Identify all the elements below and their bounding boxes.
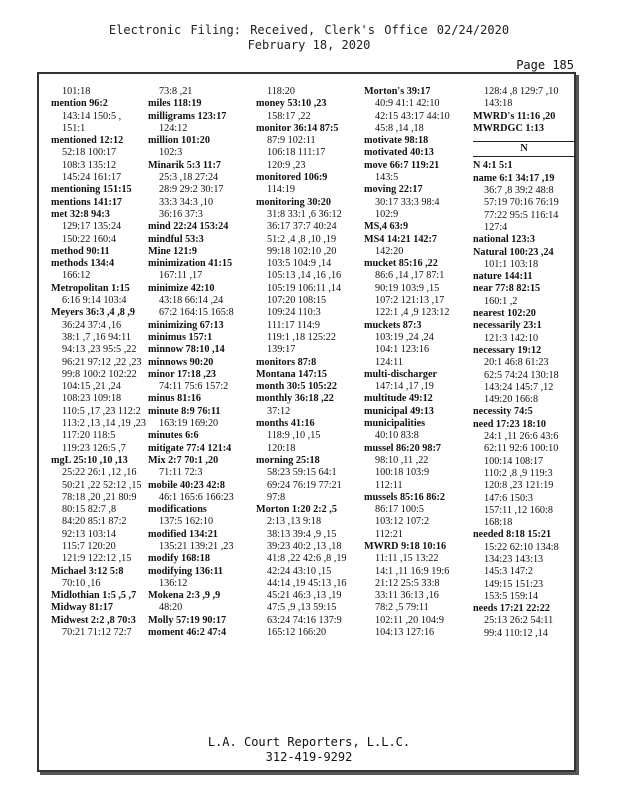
index-entry-references: 100:14 108:17 bbox=[484, 455, 544, 467]
index-entry-references: 112:11 bbox=[375, 479, 403, 491]
index-entry-references: 25:22 26:1 ,12 ,16 bbox=[62, 467, 137, 479]
index-entry-references: 157:11 ,12 160:8 bbox=[484, 504, 553, 516]
index-entry-references: 30:17 33:3 98:4 bbox=[375, 196, 440, 208]
index-entry-word: mention 96:2 bbox=[51, 98, 108, 110]
index-entry-word: municipalities bbox=[364, 418, 426, 430]
index-entry-references: 69:24 76:19 77:21 bbox=[267, 479, 342, 491]
index-column-5 bbox=[473, 86, 575, 640]
index-entry-references: 135:21 139:21 ,23 bbox=[159, 540, 234, 552]
index-entry-word: mindful 53:3 bbox=[148, 233, 204, 245]
index-entry-references: 62:5 74:24 130:18 bbox=[484, 369, 559, 381]
index-entry-word: modify 168:18 bbox=[148, 553, 210, 565]
index-entry-word: modified 134:21 bbox=[148, 528, 218, 540]
index-entry-word: million 101:20 bbox=[148, 135, 210, 147]
index-entry-word: national 123:3 bbox=[473, 234, 535, 246]
index-entry-references: 158:17 ,22 bbox=[267, 110, 311, 122]
index-entry-word: minimus 157:1 bbox=[148, 331, 213, 343]
index-entry-word: mind 22:24 153:24 bbox=[148, 221, 229, 233]
index-entry-references: 98:10 ,11 ,22 bbox=[375, 454, 429, 466]
index-entry-word: mentioned 12:12 bbox=[51, 135, 124, 147]
index-entry-references: 105:19 106:11 ,14 bbox=[267, 282, 342, 294]
index-entry-word: Minarik 5:3 11:7 bbox=[148, 159, 222, 171]
index-entry-word: mentions 141:17 bbox=[51, 196, 123, 208]
index-entry-references: 108:3 135:12 bbox=[62, 159, 117, 171]
index-entry-references: 11:11 ,15 13:22 bbox=[375, 553, 439, 565]
index-entry-word: Morton's 39:17 bbox=[364, 86, 431, 97]
index-entry-references: 31:8 33:1 ,6 36:12 bbox=[267, 208, 342, 220]
index-entry-references: 28:9 29:2 30:17 bbox=[159, 184, 224, 196]
index-entry-word: mgL 25:10 ,10 ,13 bbox=[51, 454, 128, 466]
index-entry-references: 143:14 150:5 , bbox=[62, 110, 122, 122]
index-entry-references: 38:1 ,7 ,16 94:11 bbox=[62, 331, 131, 343]
index-entry-references: 104:13 127:16 bbox=[375, 627, 435, 639]
index-entry-word: modifying 136:11 bbox=[148, 565, 223, 577]
index-entry-references: 78:18 ,20 ,21 80:9 bbox=[62, 491, 137, 503]
index-entry-references: 166:12 bbox=[62, 270, 91, 282]
index-entry-references: 63:24 74:16 137:9 bbox=[267, 614, 342, 626]
index-entry-word: mussel 86:20 98:7 bbox=[364, 442, 441, 454]
index-entry-references: 110:2 ,8 ,9 119:3 bbox=[484, 467, 553, 479]
index-entry-references: 67:2 164:15 165:8 bbox=[159, 307, 234, 319]
index-entry-word: minutes 6:6 bbox=[148, 430, 199, 442]
index-entry-references: 36:7 ,8 39:2 48:8 bbox=[484, 185, 554, 197]
index-column-3 bbox=[256, 86, 358, 639]
index-entry-references: 121:9 122:12 ,15 bbox=[62, 553, 132, 565]
index-entry-word: MWRD's 11:16 ,20 bbox=[473, 110, 556, 122]
index-entry-references: 151:1 bbox=[62, 122, 86, 134]
index-entry-word: moving 22:17 bbox=[364, 184, 423, 196]
index-entry-references: 20:1 46:8 61:23 bbox=[484, 357, 549, 369]
index-entry-word: name 6:1 34:17 ,19 bbox=[473, 172, 555, 184]
index-entry-references: 15:22 62:10 134:8 bbox=[484, 541, 559, 553]
index-entry-references: 124:11 bbox=[375, 356, 403, 368]
index-entry-word: minimize 42:10 bbox=[148, 282, 215, 294]
index-entry-word: months 41:16 bbox=[256, 418, 315, 430]
index-entry-references: 42:15 43:17 44:10 bbox=[375, 110, 450, 122]
index-entry-references: 119:23 126:5 ,7 bbox=[62, 442, 126, 454]
index-entry-references: 71:11 72:3 bbox=[159, 467, 203, 479]
index-entry-references: 90:19 103:9 ,15 bbox=[375, 282, 440, 294]
index-entry-references: 77:22 95:5 116:14 bbox=[484, 209, 559, 221]
index-entry-references: 136:12 bbox=[159, 577, 188, 589]
index-entry-references: 40:9 41:1 42:10 bbox=[375, 98, 440, 110]
index-entry-word: modifications bbox=[148, 504, 207, 516]
index-entry-references: 106:18 111:17 bbox=[267, 147, 326, 159]
index-entry-word: monitored 106:9 bbox=[256, 172, 328, 184]
index-entry-references: 107:20 108:15 bbox=[267, 295, 327, 307]
index-entry-references: 73:8 ,21 bbox=[159, 86, 193, 97]
index-entry-references: 153:5 159:14 bbox=[484, 590, 539, 602]
index-entry-references: 112:21 bbox=[375, 528, 403, 540]
index-entry-references: 100:18 103:9 bbox=[375, 467, 430, 479]
index-entry-references: 120:18 bbox=[267, 442, 296, 454]
index-entry-word: muckets 87:3 bbox=[364, 319, 422, 331]
index-entry-references: 52:18 100:17 bbox=[62, 147, 117, 159]
index-entry-references: 45:21 46:3 ,13 ,19 bbox=[267, 590, 342, 602]
index-entry-references: 84:20 85:1 87:2 bbox=[62, 516, 127, 528]
index-entry-word: near 77:8 82:15 bbox=[473, 283, 541, 295]
index-entry-references: 44:14 ,19 45:13 ,16 bbox=[267, 577, 347, 589]
index-entry-references: 101:1 103:18 bbox=[484, 258, 539, 270]
index-entry-references: 105:13 ,14 ,16 ,16 bbox=[267, 270, 342, 282]
index-entry-references: 108:23 109:18 bbox=[62, 393, 122, 405]
index-entry-references: 163:19 169:20 bbox=[159, 418, 219, 430]
index-entry-references: 6:16 9:14 103:4 bbox=[62, 295, 127, 307]
index-entry-word: MWRDGC 1:13 bbox=[473, 122, 545, 134]
index-entry-references: 117:20 118:5 bbox=[62, 430, 116, 442]
index-entry-word: minimizing 67:13 bbox=[148, 319, 224, 331]
index-entry-word: milligrams 123:17 bbox=[148, 110, 227, 122]
index-entry-word: month 30:5 105:22 bbox=[256, 381, 337, 393]
index-entry-word: necessarily 23:1 bbox=[473, 320, 542, 332]
index-entry-word: multitude 49:12 bbox=[364, 393, 433, 405]
index-entry-word: motivated 40:13 bbox=[364, 147, 434, 159]
index-entry-word: Mokena 2:3 ,9 ,9 bbox=[148, 590, 221, 602]
index-entry-word: mitigate 77:4 121:4 bbox=[148, 442, 232, 454]
index-entry-references: 46:1 165:6 166:23 bbox=[159, 491, 234, 503]
index-entry-references: 97:8 bbox=[267, 491, 286, 503]
index-entry-references: 134:23 143:13 bbox=[484, 553, 544, 565]
index-entry-references: 103:12 107:2 bbox=[375, 516, 430, 528]
index-entry-references: 41:8 ,22 42:6 ,8 ,19 bbox=[267, 553, 347, 565]
index-entry-word: mentioning 151:15 bbox=[51, 184, 132, 196]
index-entry-word: need 17:23 18:10 bbox=[473, 418, 547, 430]
transcript-date: February 18, 2020 bbox=[247, 38, 371, 52]
index-entry-references: 78:2 ,5 79:11 bbox=[375, 602, 429, 614]
index-entry-references: 14:1 ,11 16:9 19:6 bbox=[375, 565, 450, 577]
filing-header: Electronic Filing: Received, Clerk's Office 02/24/2020 bbox=[108, 23, 510, 37]
index-entry-references: 86:17 100:5 bbox=[375, 504, 424, 516]
index-entry-word: Mix 2:7 70:1 ,20 bbox=[148, 454, 219, 466]
index-entry-word: mobile 40:23 42:8 bbox=[148, 479, 225, 491]
index-entry-references: 104:1 123:16 bbox=[375, 344, 430, 356]
index-entry-references: 101:18 bbox=[62, 86, 91, 97]
index-entry-word: multi-discharger bbox=[364, 368, 437, 380]
index-entry-word: needs 17:21 22:22 bbox=[473, 603, 550, 615]
index-entry-references: 128:4 ,8 129:7 ,10 bbox=[484, 86, 559, 97]
index-entry-references: 109:24 110:3 bbox=[267, 307, 321, 319]
index-entry-references: 21:12 25:5 33:8 bbox=[375, 577, 440, 589]
index-entry-word: move 66:7 119:21 bbox=[364, 159, 440, 171]
index-entry-references: 103:5 104:9 ,14 bbox=[267, 258, 332, 270]
index-entry-references: 168:18 bbox=[484, 517, 513, 529]
index-entry-references: 25:13 26:2 54:11 bbox=[484, 615, 554, 627]
index-entry-references: 103:19 ,24 ,24 bbox=[375, 331, 434, 343]
index-entry-references: 110:5 ,17 ,23 112:2 bbox=[62, 405, 141, 417]
index-entry-references: 143:18 bbox=[484, 98, 513, 110]
index-entry-references: 137:5 162:10 bbox=[159, 516, 214, 528]
index-entry-references: 96:21 97:12 ,22 ,23 bbox=[62, 356, 142, 368]
index-entry-word: method 90:11 bbox=[51, 245, 110, 257]
index-entry-references: 47:5 ,9 ,13 59:15 bbox=[267, 602, 337, 614]
index-entry-word: minnow 78:10 ,14 bbox=[148, 344, 225, 356]
index-entry-word: money 53:10 ,23 bbox=[256, 98, 327, 110]
index-entry-word: miles 118:19 bbox=[148, 98, 202, 110]
index-entry-references: 145:3 147:2 bbox=[484, 566, 533, 578]
index-entry-references: 129:17 135:24 bbox=[62, 221, 122, 233]
index-entry-references: 99:18 102:10 ,20 bbox=[267, 245, 337, 257]
index-entry-references: 2:13 ,13 9:18 bbox=[267, 516, 322, 528]
index-entry-references: 36:16 37:3 bbox=[159, 208, 203, 220]
index-entry-references: 145:24 161:17 bbox=[62, 172, 122, 184]
index-entry-references: 147:14 ,17 ,19 bbox=[375, 381, 434, 393]
index-entry-references: 99:8 100:2 102:22 bbox=[62, 368, 137, 380]
index-entry-references: 58:23 59:15 64:1 bbox=[267, 467, 337, 479]
index-entry-references: 38:13 39:4 ,9 ,15 bbox=[267, 528, 337, 540]
index-entry-references: 115:7 120:20 bbox=[62, 540, 116, 552]
index-entry-references: 114:19 bbox=[267, 184, 295, 196]
index-entry-references: 127:4 bbox=[484, 221, 508, 233]
index-entry-word: MWRD 9:18 10:16 bbox=[364, 540, 447, 552]
index-entry-word: Molly 57:19 90:17 bbox=[148, 614, 227, 626]
index-entry-references: 43:18 66:14 ,24 bbox=[159, 295, 224, 307]
index-entry-references: 51:2 ,4 ,8 ,10 ,19 bbox=[267, 233, 337, 245]
index-entry-references: 143:24 145:7 ,12 bbox=[484, 381, 554, 393]
index-entry-references: 111:17 114:9 bbox=[267, 319, 320, 331]
index-entry-word: minus 81:16 bbox=[148, 393, 201, 405]
index-entry-word: Montana 147:15 bbox=[256, 368, 328, 380]
index-entry-references: 99:4 110:12 ,14 bbox=[484, 627, 548, 639]
index-entry-word: MS4 14:21 142:7 bbox=[364, 233, 438, 245]
index-entry-word: motivate 98:18 bbox=[364, 135, 429, 147]
index-entry-word: minor 17:18 ,23 bbox=[148, 368, 217, 380]
index-entry-word: monitor 36:14 87:5 bbox=[256, 122, 339, 134]
reporter-phone: 312-419-9292 bbox=[265, 750, 353, 764]
index-entry-references: 80:15 82:7 ,8 bbox=[62, 504, 117, 516]
index-entry-word: N 4:1 5:1 bbox=[473, 160, 513, 172]
index-entry-word: Metropolitan 1:15 bbox=[51, 282, 130, 294]
index-entry-references: 50:21 ,22 52:12 ,15 bbox=[62, 479, 142, 491]
index-entry-references: 92:13 103:14 bbox=[62, 528, 117, 540]
index-entry-references: 149:15 151:23 bbox=[484, 578, 544, 590]
index-entry-references: 87:9 102:11 bbox=[267, 135, 316, 147]
index-entry-references: 118:20 bbox=[267, 86, 295, 97]
index-entry-references: 42:24 43:10 ,15 bbox=[267, 565, 332, 577]
index-entry-references: 33:11 36:13 ,16 bbox=[375, 590, 439, 602]
index-entry-references: 147:6 150:3 bbox=[484, 492, 533, 504]
index-entry-word: morning 25:18 bbox=[256, 454, 320, 466]
index-entry-word: needed 8:18 15:21 bbox=[473, 529, 552, 541]
index-entry-references: 62:11 92:6 100:10 bbox=[484, 443, 559, 455]
index-entry-references: 160:1 ,2 bbox=[484, 295, 518, 307]
index-entry-word: nearest 102:20 bbox=[473, 308, 536, 320]
index-entry-references: 119:1 ,18 125:22 bbox=[267, 331, 336, 343]
index-entry-word: moment 46:2 47:4 bbox=[148, 627, 227, 639]
index-entry-references: 113:2 ,13 ,14 ,19 ,23 bbox=[62, 418, 146, 430]
index-entry-references: 102:3 bbox=[159, 147, 183, 159]
index-entry-references: 24:1 ,11 26:6 43:6 bbox=[484, 431, 559, 443]
index-entry-word: Mine 121:9 bbox=[148, 245, 197, 257]
index-entry-references: 149:20 166:8 bbox=[484, 394, 539, 406]
index-entry-references: 121:3 142:10 bbox=[484, 332, 539, 344]
index-entry-references: 122:1 ,4 ,9 123:12 bbox=[375, 307, 450, 319]
index-entry-references: 150:22 160:4 bbox=[62, 233, 117, 245]
index-entry-references: 139:17 bbox=[267, 344, 296, 356]
index-entry-references: 37:12 bbox=[267, 405, 291, 417]
index-entry-references: 36:24 37:4 ,16 bbox=[62, 319, 122, 331]
index-column-1 bbox=[51, 86, 153, 639]
index-entry-word: necessity 74:5 bbox=[473, 406, 533, 418]
index-entry-word: mucket 85:16 ,22 bbox=[364, 258, 438, 270]
index-entry-word: monitoring 30:20 bbox=[256, 196, 331, 208]
index-entry-references: 102:9 bbox=[375, 208, 399, 220]
index-column-4 bbox=[364, 86, 466, 639]
index-column-2 bbox=[148, 86, 250, 639]
reporter-name: L.A. Court Reporters, L.L.C. bbox=[207, 735, 411, 749]
index-entry-references: 94:13 ,23 95:5 ,22 bbox=[62, 344, 137, 356]
section-letter-heading: N bbox=[473, 141, 575, 157]
index-entry-word: mussels 85:16 86:2 bbox=[364, 491, 445, 503]
index-entry-word: necessary 19:12 bbox=[473, 344, 542, 356]
index-entry-word: nature 144:11 bbox=[473, 271, 533, 283]
index-entry-references: 167:11 ,17 bbox=[159, 270, 203, 282]
page-number: Page 185 bbox=[516, 58, 574, 72]
index-entry-references: 39:23 40:2 ,13 ,18 bbox=[267, 540, 342, 552]
index-entry-references: 74:11 75:6 157:2 bbox=[159, 381, 229, 393]
index-entry-references: 70:10 ,16 bbox=[62, 577, 101, 589]
index-entry-word: Michael 3:12 5:8 bbox=[51, 565, 124, 577]
index-entry-word: Midway 81:17 bbox=[51, 602, 113, 614]
index-entry-references: 36:17 37:7 40:24 bbox=[267, 221, 337, 233]
index-entry-references: 142:20 bbox=[375, 245, 404, 257]
index-entry-word: Midlothian 1:5 ,5 ,7 bbox=[51, 590, 137, 602]
index-entry-references: 33:3 34:3 ,10 bbox=[159, 196, 214, 208]
index-entry-word: municipal 49:13 bbox=[364, 405, 434, 417]
index-entry-references: 40:10 83:8 bbox=[375, 430, 419, 442]
index-entry-references: 102:11 ,20 104:9 bbox=[375, 614, 444, 626]
index-entry-word: monthly 36:18 ,22 bbox=[256, 393, 334, 405]
index-entry-references: 120:9 ,23 bbox=[267, 159, 306, 171]
index-entry-word: Meyers 36:3 ,4 ,8 ,9 bbox=[51, 307, 136, 319]
index-entry-references: 143:5 bbox=[375, 172, 399, 184]
index-entry-references: 107:2 121:13 ,17 bbox=[375, 295, 445, 307]
index-entry-references: 70:21 71:12 72:7 bbox=[62, 627, 132, 639]
index-entry-word: methods 134:4 bbox=[51, 258, 115, 270]
index-entry-word: minnows 90:20 bbox=[148, 356, 214, 368]
index-entry-references: 86:6 ,14 ,17 87:1 bbox=[375, 270, 445, 282]
index-entry-word: Midwest 2:2 ,8 70:3 bbox=[51, 614, 136, 626]
index-entry-word: monitors 87:8 bbox=[256, 356, 317, 368]
index-entry-word: minimization 41:15 bbox=[148, 258, 233, 270]
index-entry-references: 120:8 ,23 121:19 bbox=[484, 480, 554, 492]
index-entry-references: 104:15 ,21 ,24 bbox=[62, 381, 121, 393]
index-entry-references: 45:8 ,14 ,18 bbox=[375, 122, 424, 134]
index-entry-word: Natural 100:23 ,24 bbox=[473, 246, 554, 258]
index-entry-references: 25:3 ,18 27:24 bbox=[159, 172, 219, 184]
index-entry-word: Morton 1:20 2:2 ,5 bbox=[256, 504, 337, 516]
index-entry-word: MS,4 63:9 bbox=[364, 221, 409, 233]
index-entry-references: 48:20 bbox=[159, 602, 183, 614]
index-entry-references: 57:19 70:16 76:19 bbox=[484, 197, 559, 209]
index-entry-word: met 32:8 94:3 bbox=[51, 208, 110, 220]
index-entry-references: 165:12 166:20 bbox=[267, 627, 327, 639]
index-entry-word: minute 8:9 76:11 bbox=[148, 405, 221, 417]
index-entry-references: 118:9 ,10 ,15 bbox=[267, 430, 321, 442]
index-entry-references: 124:12 bbox=[159, 122, 188, 134]
